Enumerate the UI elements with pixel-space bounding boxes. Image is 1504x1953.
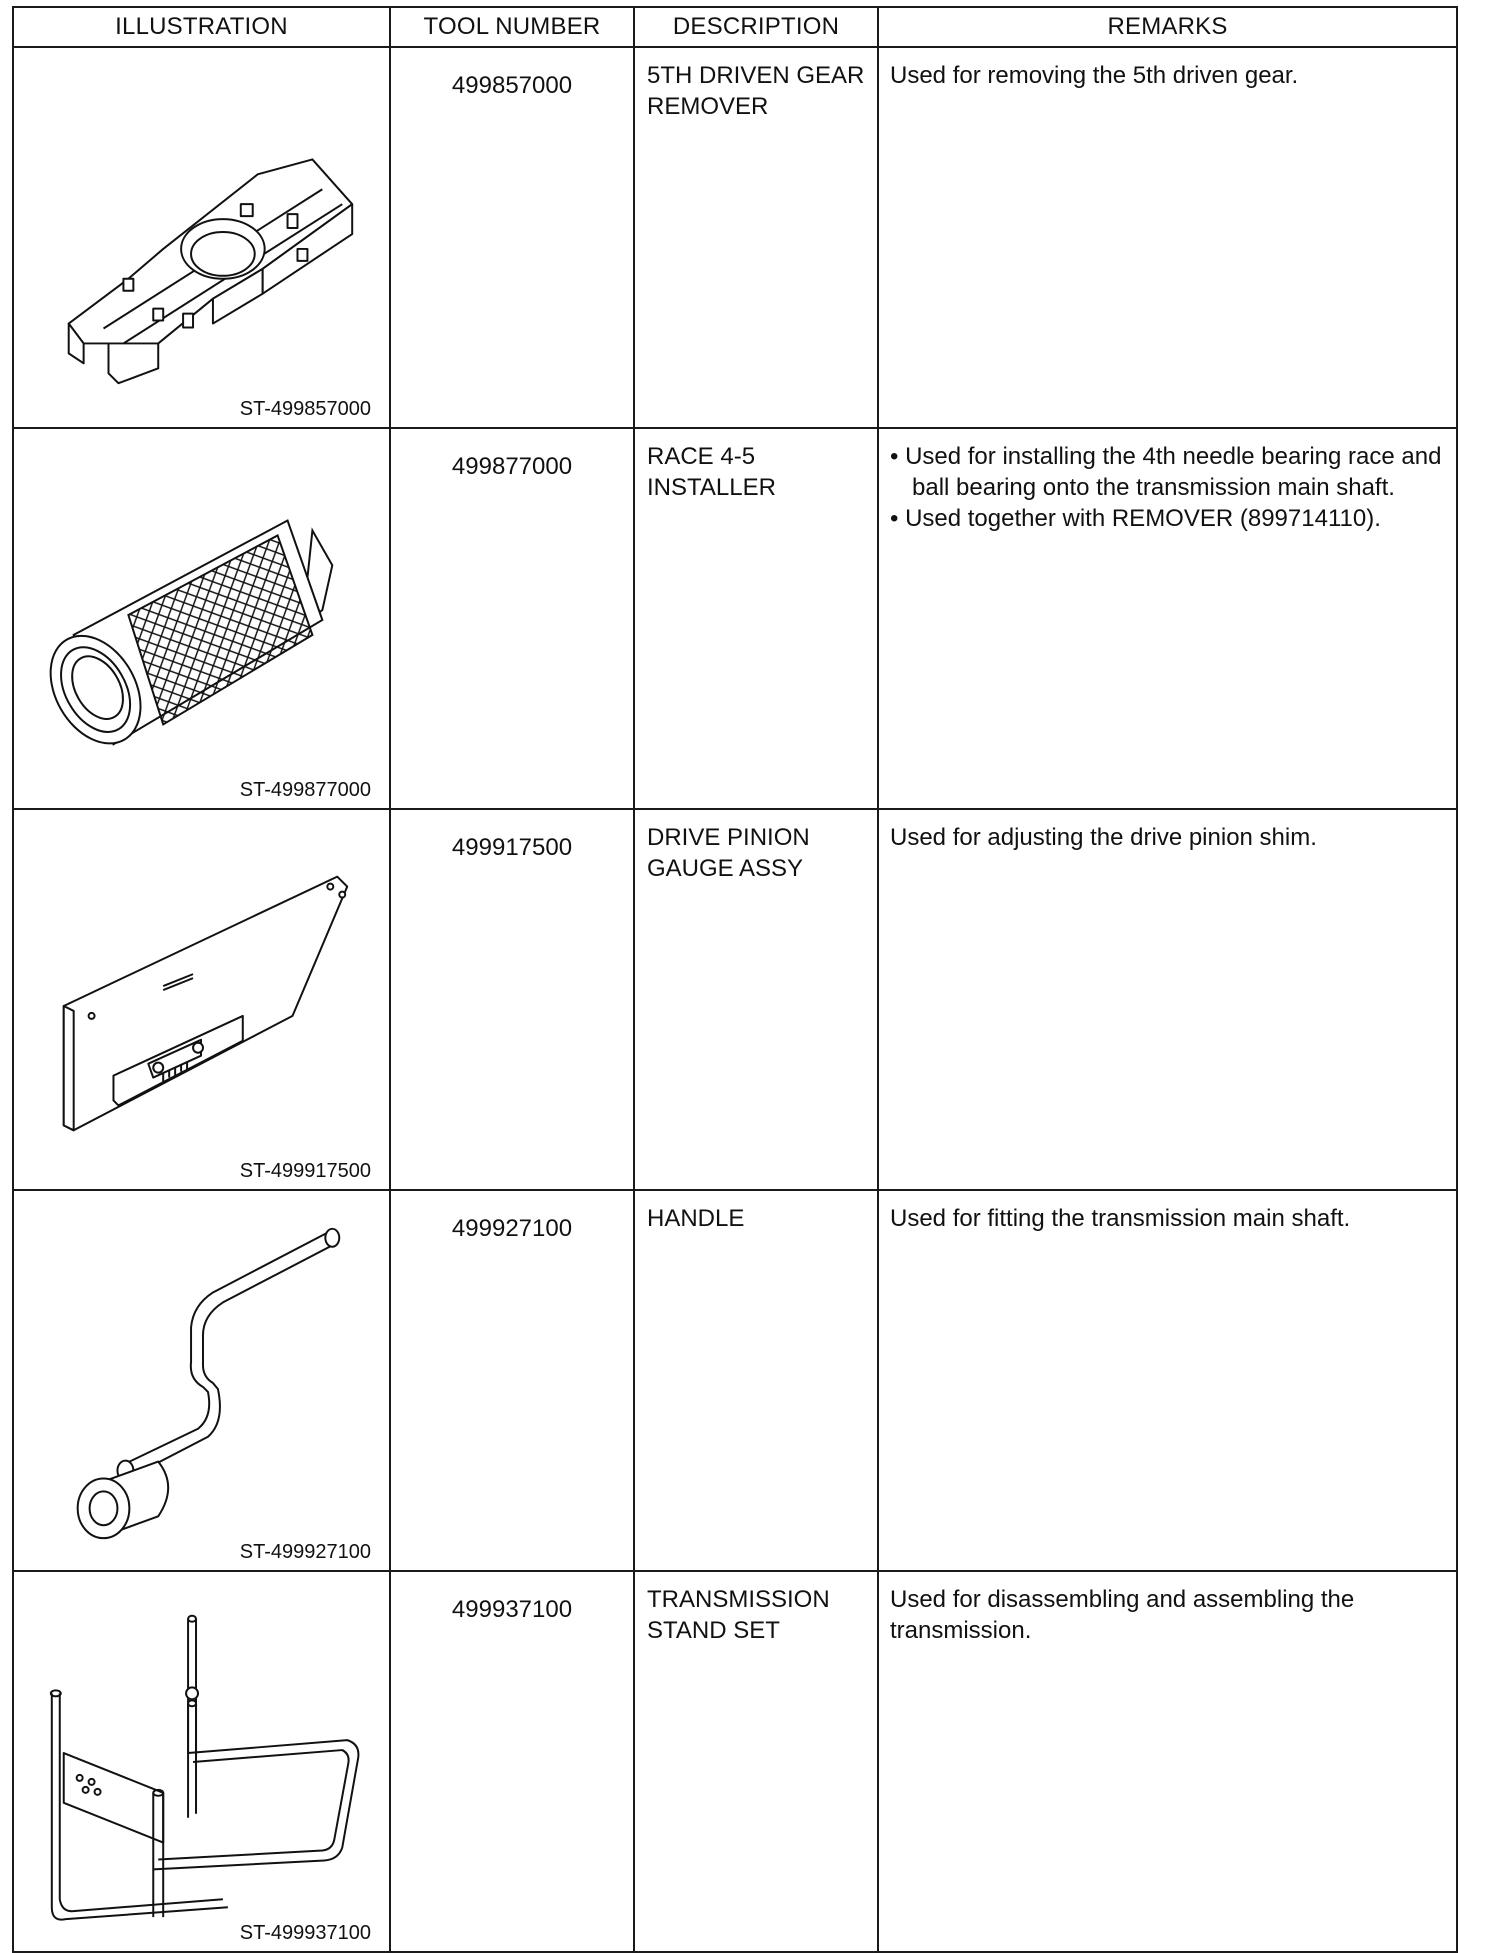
tool-number-cell [390, 47, 634, 428]
description-cell [634, 809, 878, 1190]
description-line: TRANSMISSION [647, 1586, 830, 1613]
illustration-cell [13, 1571, 390, 1952]
tool-number-cell [390, 428, 634, 809]
table-row [13, 809, 1457, 1190]
table-row [13, 1571, 1457, 1952]
remark-text: Used for disassembling and assembling the transmission. [890, 1586, 1355, 1644]
handle-drawing-icon [14, 1191, 389, 1570]
tool-number: 499917500 [451, 834, 573, 861]
table-row [13, 47, 1457, 428]
table-row [13, 1190, 1457, 1571]
description-cell [634, 1571, 878, 1952]
description-cell [634, 428, 878, 809]
description-line: DRIVE PINION [647, 824, 810, 851]
illustration-cell [13, 428, 390, 809]
description-line: 5TH DRIVEN GEAR [647, 62, 865, 89]
remarks-cell [878, 47, 1457, 428]
header-tool-number: TOOL NUMBER [390, 7, 634, 47]
description-line: GAUGE ASSY [647, 855, 804, 882]
illustration-code: ST-499937100 [239, 1922, 371, 1944]
tool-number-cell [390, 809, 634, 1190]
illustration-code: ST-499917500 [239, 1160, 371, 1182]
remark-text: Used for removing the 5th driven gear. [890, 62, 1299, 89]
tool-number: 499937100 [451, 1596, 573, 1623]
remarks-cell [878, 428, 1457, 809]
header-remarks: REMARKS [878, 7, 1457, 47]
illustration-cell [13, 1190, 390, 1571]
illustration-code: ST-499877000 [239, 779, 371, 801]
remarks-cell [878, 1571, 1457, 1952]
remark-bullet: • Used for installing the 4th needle bearing race and ball bearing onto the transmission main shaft. [890, 443, 1442, 501]
illustration-cell [13, 809, 390, 1190]
tool-number: 499927100 [451, 1215, 573, 1242]
description-line: REMOVER [647, 93, 769, 120]
gear-remover-drawing-icon [14, 48, 389, 427]
race-installer-drawing-icon [14, 429, 389, 808]
remarks-cell [878, 809, 1457, 1190]
description-line: INSTALLER [647, 474, 776, 501]
table-row [13, 428, 1457, 809]
header-description: DESCRIPTION [634, 7, 878, 47]
remarks-cell [878, 1190, 1457, 1571]
pinion-gauge-drawing-icon [14, 810, 389, 1189]
illustration-code: ST-499857000 [239, 398, 371, 420]
remark-bullet: • Used together with REMOVER (899714110). [890, 505, 1381, 532]
tool-number: 499877000 [451, 453, 573, 480]
description-line: HANDLE [647, 1205, 745, 1232]
description-line: STAND SET [647, 1617, 780, 1644]
description-line: RACE 4-5 [647, 443, 756, 470]
header-illustration: ILLUSTRATION [13, 7, 390, 47]
description-cell [634, 1190, 878, 1571]
tool-number-cell [390, 1571, 634, 1952]
header-row [13, 7, 1457, 47]
remark-text: Used for fitting the transmission main shaft. [890, 1205, 1351, 1232]
illustration-code: ST-499927100 [239, 1541, 371, 1563]
description-cell [634, 47, 878, 428]
illustration-cell [13, 47, 390, 428]
remark-text: Used for adjusting the drive pinion shim. [890, 824, 1317, 851]
stand-set-drawing-icon [14, 1572, 389, 1951]
tool-number: 499857000 [451, 72, 573, 99]
special-tools-table [12, 6, 1458, 1953]
tool-number-cell [390, 1190, 634, 1571]
